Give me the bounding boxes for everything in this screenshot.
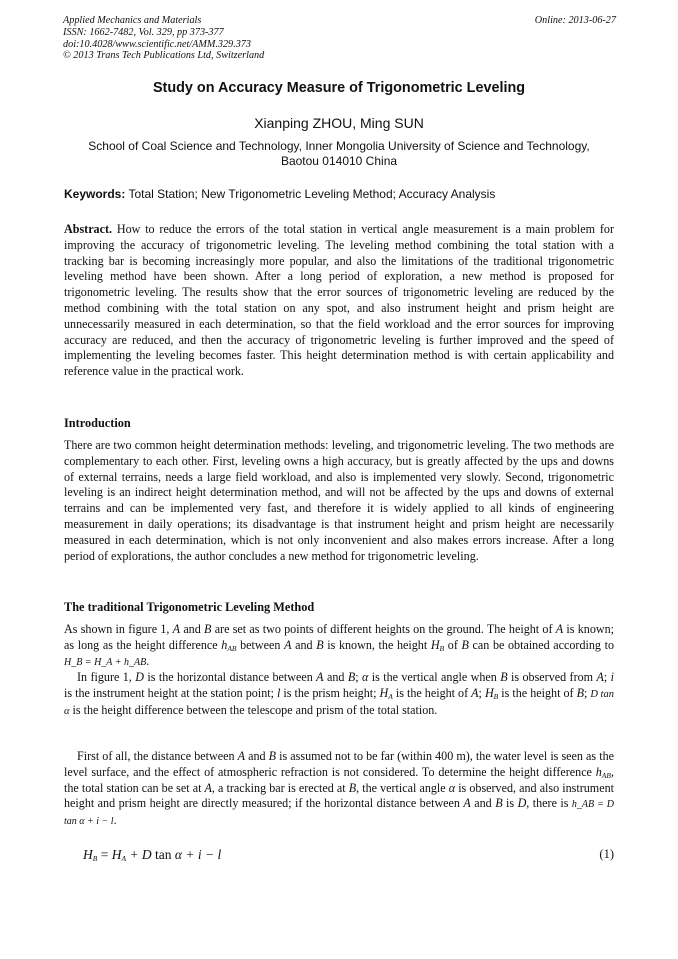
journal-issn: ISSN: 1662-7482, Vol. 329, pp 373-377 (63, 26, 224, 38)
keywords-text: Total Station; New Trigonometric Leveling Method; Accuracy Analysis (128, 187, 496, 201)
method-paragraph-2: In figure 1, D is the horizontal distance between A and B; α is the vertical angle when B is observed from A; i is the instrument height at the station point; l is the prism height; $H_A$ is the height of A; $H_B$ is the height of B; D tan α is the height difference between the telescope and prism of the total station. (64, 670, 614, 717)
journal-info (63, 15, 264, 62)
affiliation-line-1: School of Coal Science and Technology, Inner Mongolia University of Science and Technology, (88, 139, 590, 153)
online-date: Online: 2013-06-27 (534, 15, 616, 26)
authors: Xianping ZHOU, Ming SUN (254, 115, 424, 131)
journal-name: Applied Mechanics and Materials (63, 15, 202, 26)
section-heading-introduction: Introduction (64, 416, 131, 430)
equation-1: $H_B = H_A + D$ tan α + i − l (83, 847, 222, 863)
keywords-label: Keywords: (64, 187, 126, 201)
method-paragraph-1: As shown in figure 1, A and B are set as two points of different heights on the ground. The height of A is known; as long as the height difference $h_{AB}$ between A and B is known, the height $H_B$ of B can be obtained according to H_B = H_A + h_AB. (64, 622, 615, 668)
abstract-text: How to reduce the errors of the total station in vertical angle measurement is a main problem for improving the accuracy of trigonometric leveling. The leveling method combining the total station with a tracking bar is becoming increasingly more popular, and also the limitations of the traditional trigonometric leveling method have been shown. After a long period of exploration, a new method is proposed for trigonometric leveling. The results show that the error sources of trigonometric leveling are reduced by the method combining with the total station on any spot, and also instrument height and prism height are unnecessarily measured in each determination, so that the field workload and the error sources for improving accuracy are reduced, and then the accuracy of trigonometric leveling is further improved and the speed of implementing the leveling becomes faster. This height determination method is with certain applicability and reference value in the practical work. (64, 222, 614, 379)
paper-title: Study on Accuracy Measure of Trigonometric Leveling (152, 80, 526, 96)
journal-doi: doi:10.4028/www.scientific.net/AMM.329.373 (63, 38, 251, 50)
equation-number: (1) (599, 847, 614, 861)
method-paragraph-3: First of all, the distance between A and B is assumed not to be far (within 400 m), the water level is seen as the level surface, and the effect of atmospheric refraction is not considered. To determine the height difference $h_{AB}$, the total station can be set at A, a tracking bar is erected at B, the vertical angle α is observed, and also instrument height and prism height are directly measured; if the horizontal distance between A and B is D, there is h_AB = D tan α + i − l. (64, 749, 614, 828)
keywords (64, 187, 614, 201)
inline-equation-hb: H_B = H_A + h_AB (64, 656, 147, 668)
journal-copyright: © 2013 Trans Tech Publications Ltd, Switzerland (63, 50, 265, 62)
affiliation-line-2: Baotou 014010 China (280, 153, 398, 168)
inline-equation-hab: h_AB = D tan α + i − l (64, 799, 614, 828)
section-heading-traditional-method: The traditional Trigonometric Leveling Method (64, 600, 315, 614)
introduction-paragraph: There are two common height determination methods: leveling, and trigonometric leveling. The two methods are complementary to each other. First, leveling owns a high accuracy, but is greatly affected by the ups and downs of external terrains, needs a large field workload, and also is implemented very slowly. Second, trigonometric leveling is an indirect height determination method, and will not be affected by the ups and downs of external terrains and can be implemented very fast, and therefore it is widely applied to all kinds of engineering measurement in daily operations; its disadvantage is that instrument height and prism height are necessarily measured in each determination, which is not only inconvenient and also makes errors increase. After a long period of explorations, the author concludes a new method for trigonometric leveling. (64, 438, 614, 563)
abstract-label: Abstract. (64, 222, 113, 236)
affiliation (64, 139, 614, 168)
abstract (64, 222, 614, 380)
